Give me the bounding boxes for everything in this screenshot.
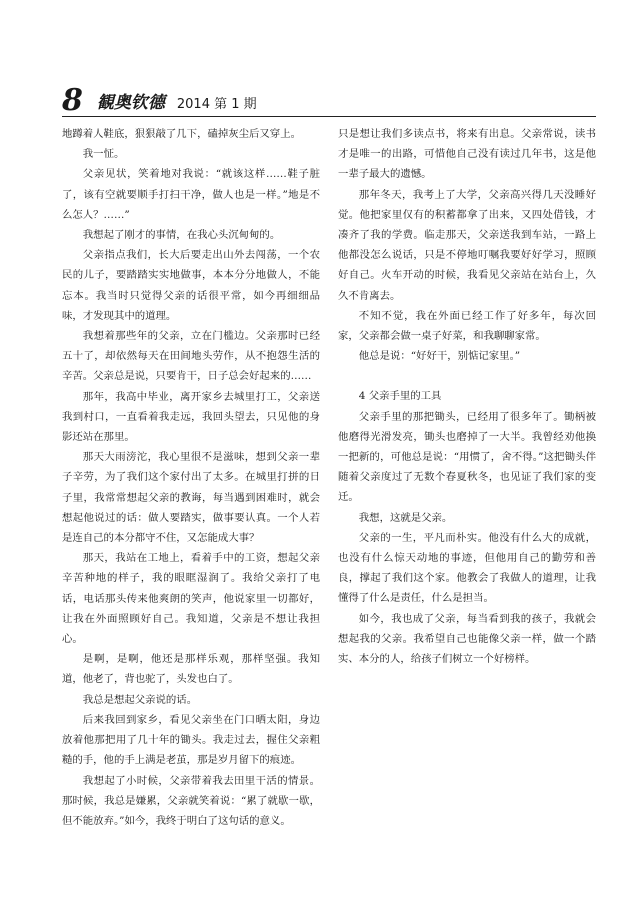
paragraph: 那天，我站在工地上，看着手中的工资，想起父亲辛苦种地的样子，我的眼眶湿润了。我给父亲打了电话，电话那头传来他爽朗的笑声，他说家里一切都好，让我在外面照顾好自己。我知道，父亲是不想让我担心。	[62, 552, 320, 646]
paragraph: 父亲手里的那把锄头，已经用了很多年了。锄柄被他磨得光滑发亮，锄头也磨掉了一大半。我曾经劝他换一把新的，可他总是说：“用惯了，舍不得。”这把锄头伴随着父亲度过了无数个春夏秋冬，也见证了我们家的变迁。	[338, 410, 596, 504]
issue-label: 2014 第 1 期	[176, 97, 257, 112]
magazine-name: 観奥钦德	[96, 93, 165, 113]
paragraph: 父亲见状，笑着地对我说：“就该这样……鞋子脏了，该有空就要顺手打扫干净，做人也是一样。”地是不么怎人？……”	[62, 168, 320, 221]
section-gap	[338, 366, 596, 386]
paragraph: 父亲指点我们，长大后要走出山外去闯荡，一个农民的儿子，要踏踏实实地做事，本本分分地做人，不能忘本。我当时只觉得父亲的话很平常，如今再细细品味，才发现其中的道理。	[62, 249, 320, 322]
page-header	[62, 70, 596, 116]
paragraph: 后来我回到家乡，看见父亲坐在门口晒太阳，身边放着他那把用了几十年的锄头。我走过去，握住父亲粗糙的手，他的手上满是老茧，那是岁月留下的痕迹。	[62, 713, 320, 767]
paragraph: 那年冬天，我考上了大学，父亲高兴得几天没睡好觉。他把家里仅有的积蓄都拿了出来，又四处借钱，才凑齐了我的学费。临走那天，父亲送我到车站，一路上他都没怎么说话，只是不停地叮嘱我要好好学习，照顾好自己。火车开动的时候，我看见父亲站在站台上，久久不肯离去。	[338, 188, 596, 302]
header-rule	[62, 116, 596, 117]
paragraph: 我想起了小时候，父亲带着我去田里干活的情景。那时候，我总是嫌累，父亲就笑着说：“累了就歇一歇，但不能放弃。”如今，我终于明白了这句话的意义。	[62, 774, 320, 827]
paragraph: 不知不觉，我在外面已经工作了好多年，每次回家，父亲都会做一桌子好菜，和我聊聊家常。	[338, 309, 596, 343]
paragraph: 地蹲着人鞋底，狠狠敲了几下，磕掉灰尘后又穿上。	[62, 128, 301, 140]
paragraph: 那年，我高中毕业，离开家乡去城里打工，父亲送我到村口，一直看着我走远，我回头望去，只见他的身影还站在那里。	[62, 390, 320, 444]
right-column	[338, 124, 596, 872]
paragraph: 他总是说：“好好干，别惦记家里。”	[358, 350, 521, 363]
paragraph: 我想，这就是父亲。	[358, 511, 453, 524]
section-heading: 4 父亲手里的工具	[358, 390, 442, 403]
paragraph: 我想着那些年的父亲，立在门槛边。父亲那时已经五十了，却依然每天在田间地头劳作，从不抱怨生活的辛苦。父亲总是说，只要肯干，日子总会好起来的……	[62, 330, 320, 383]
paragraph: 那天大雨滂沱，我心里很不是滋味，想到父亲一辈子辛劳，为了我们这个家付出了太多。在城里打拼的日子里，我常常想起父亲的教诲，每当遇到困难时，就会想起他说过的话：做人要踏实，做事要认真。一个人若是连自己的本分都守不住，又怎能成大事？	[62, 451, 320, 545]
paragraph: 如今，我也成了父亲，每当看到我的孩子，我就会想起我的父亲。我希望自己也能像父亲一样，做一个踏实、本分的人，给孩子们树立一个好榜样。	[338, 612, 596, 666]
paragraph: 我一怔。	[82, 148, 125, 161]
paragraph: 我总是想起父亲说的话。	[82, 693, 198, 706]
article-body	[62, 124, 596, 872]
paragraph: 父亲的一生，平凡而朴实。他没有什么大的成就，也没有什么惊天动地的事迹，但他用自己的勤劳和善良，撑起了我们这个家。他教会了我做人的道理，让我懂得了什么是责任，什么是担当。	[338, 531, 596, 605]
paragraph: 我想起了刚才的事情，在我心头沉甸甸的。	[82, 229, 281, 242]
paragraph: 是啊，是啊，他还是那样乐观，那样坚强。我知道，他老了，背也驼了，头发也白了。	[62, 653, 320, 686]
page-number: 8	[62, 83, 83, 118]
left-column	[62, 124, 320, 872]
paragraph: 只是想让我们多读点书，将来有出息。父亲常说，读书才是唯一的出路，可惜他自己没有读过几年书，这是他一辈子最大的遗憾。	[338, 128, 596, 181]
